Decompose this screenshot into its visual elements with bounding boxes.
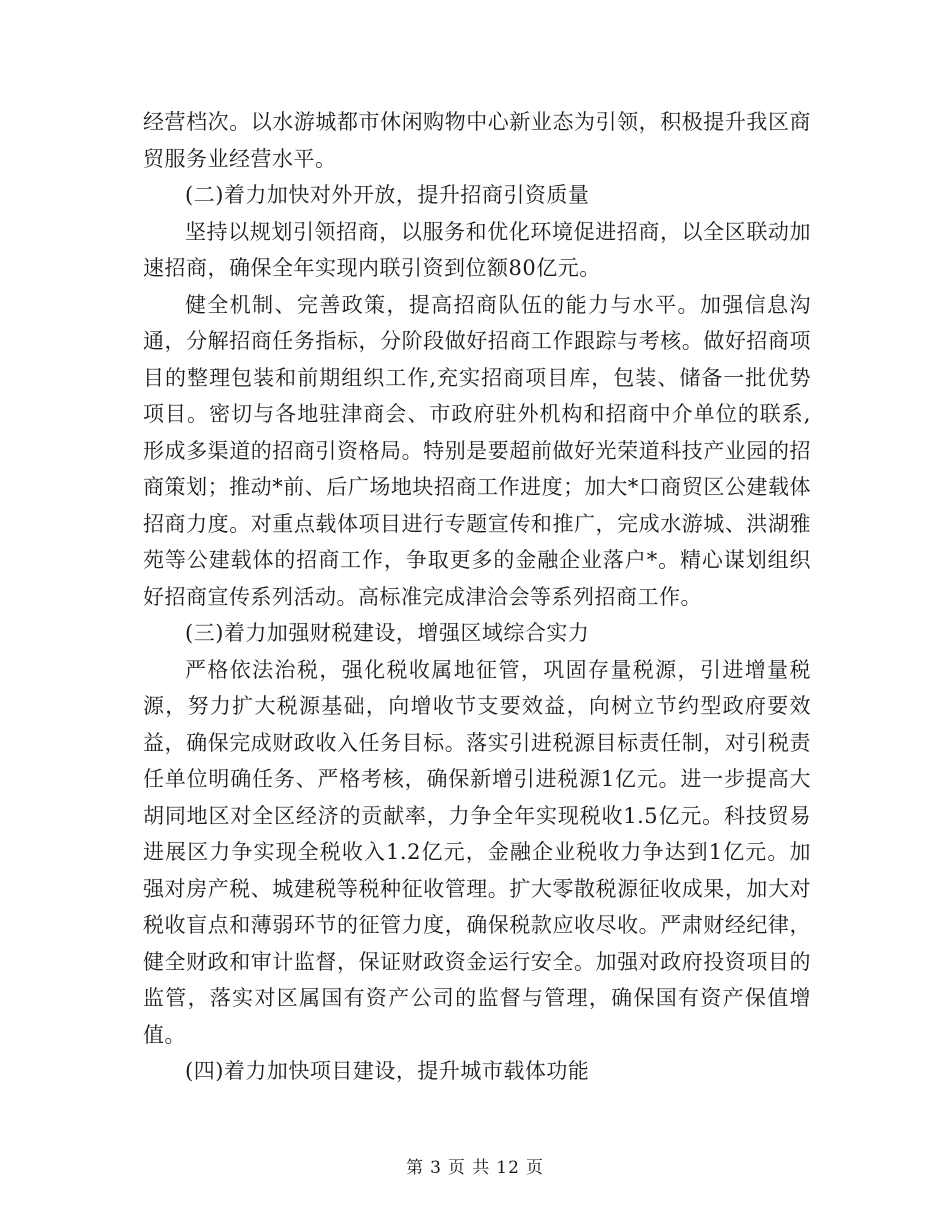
- footer-suffix: 页: [525, 1158, 544, 1178]
- paragraph: 严格依法治税，强化税收属地征管，巩固存量税源，引进增量税源，努力扩大税源基础，向增收节支要效益，向树立节约型政府要效益，确保完成财政收入任务目标。落实引进税源目标责任制，对引税责任单位明确任务、严格考核，确保新增引进税源1亿元。进一步提高大胡同地区对全区经济的贡献率，力争全年实现税收1.5亿元。科技贸易进展区力争实现全税收入1.2亿元，金融企业税收力争达到1亿元。加强对房产税、城建税等税种征收管理。扩大零散税源征收成果，加大对税收盲点和薄弱环节的征管力度，确保税款应收尽收。严肃财经纪律，健全财政和审计监督，保证财政资金运行安全。加强对政府投资项目的监管，落实对区属国有资产公司的监督与管理，确保国有资产保值增值。: [143, 657, 811, 1047]
- paragraph: 坚持以规划引领招商，以服务和优化环境促进招商，以全区联动加速招商，确保全年实现内联引资到位额80亿元。: [143, 219, 811, 280]
- footer-middle: 页 共: [447, 1158, 491, 1178]
- footer-total-pages: 12: [496, 1158, 520, 1178]
- paragraph: 健全机制、完善政策，提高招商队伍的能力与水平。加强信息沟通，分解招商任务指标，分阶段做好招商工作跟踪与考核。做好招商项目的整理包装和前期组织工作,充实招商项目库，包装、储备一批优势项目。密切与各地驻津商会、市政府驻外机构和招商中介单位的联系,形成多渠道的招商引资格局。特别是要超前做好光荣道科技产业园的招商策划；推动*前、后广场地块招商工作进度；加大*口商贸区公建载体招商力度。对重点载体项目进行专题宣传和推广，完成水游城、洪湖雅苑等公建载体的招商工作，争取更多的金融企业落户*。精心谋划组织好招商宣传系列活动。高标准完成津洽会等系列招商工作。: [143, 292, 811, 609]
- footer-prefix: 第: [406, 1158, 425, 1178]
- section-heading-3: (三)着力加强财税建设，增强区域综合实力: [185, 621, 590, 645]
- footer-page-number: 3: [430, 1158, 442, 1178]
- section-heading-4: (四)着力加快项目建设，提升城市载体功能: [185, 1059, 590, 1083]
- paragraph-continuation: 经营档次。以水游城都市休闲购物中心新业态为引领，积极提升我区商贸服务业经营水平。: [143, 110, 811, 171]
- section-heading-2: (二)着力加快对外开放，提升招商引资质量: [185, 183, 590, 207]
- page-body: [143, 104, 811, 1090]
- page-footer: [0, 1153, 950, 1178]
